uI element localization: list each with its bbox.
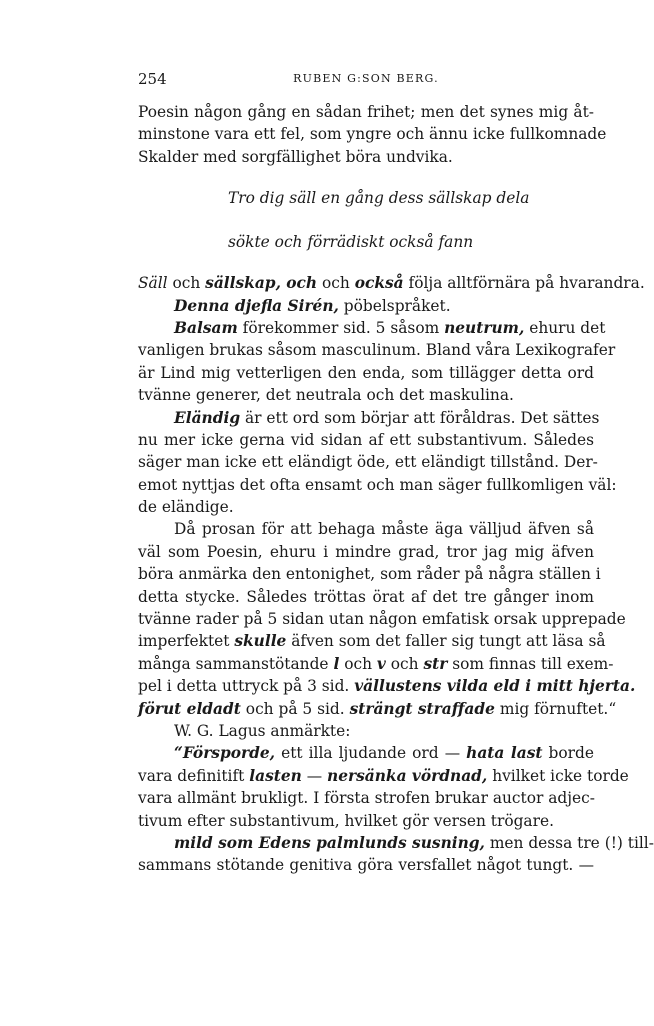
text-line: är Lind mig vetterligen den enda, som tillägger detta ord [138, 363, 594, 382]
text-line: tvänne rader på 5 sidan utan någon emfatisk orsak upprepade [138, 610, 626, 629]
text-run: pöbelspråket. [338, 296, 451, 315]
spacer [138, 168, 594, 176]
text-line: vara allmänt brukligt. I första strofen brukar auctor adjec- [138, 789, 595, 808]
text-line: väl som Poesin, ehuru i mindre grad, tror jag mig äfven [138, 542, 594, 561]
page-number: 254 [138, 70, 167, 88]
text-run: och [167, 274, 206, 293]
verse-line: Tro dig säll en gång dess sällskap dela [228, 189, 530, 208]
text-line [138, 272, 645, 294]
text-run: och på 5 sid. [240, 699, 350, 718]
text-run: pel i detta uttryck på 3 sid. [138, 677, 355, 696]
text-run: är ett ord som börjar att föråldras. Det sättes [240, 408, 600, 427]
text-run: och [385, 654, 424, 673]
text-run: borde [542, 744, 594, 763]
text-line [138, 698, 617, 720]
text-run: imperfektet [138, 632, 235, 651]
term-nersanka: nersänka vördnad, [327, 766, 488, 785]
quote-forut-eldadt: förut eldadt [138, 699, 241, 718]
term-forsporde: “Försporde, [174, 744, 276, 763]
text-run: — [301, 766, 328, 785]
text-run: ehuru det [524, 318, 606, 337]
term-balsam: Balsam [174, 318, 238, 337]
text-line: nu mer icke gerna vid sidan af ett substantivum. Således [138, 430, 594, 449]
text-run: äfven som det faller sig tungt att läsa så [286, 632, 606, 651]
text-line: sammans stötande genitiva göra versfallet något tungt. — [138, 856, 594, 875]
term-str: str [423, 654, 448, 673]
spacer [138, 264, 594, 272]
text-line: tvänne generer, det neutrala och det maskulina. [138, 386, 514, 405]
text-line: detta stycke. Således tröttas örat af det tre gånger inom [138, 587, 594, 606]
text-run: mig förnuftet.“ [494, 699, 617, 718]
text-run: och [317, 274, 355, 293]
term-hata-last: hata last [466, 744, 543, 763]
text-line: böra anmärka den entonighet, som råder på några ställen i [138, 565, 601, 584]
text-line [138, 407, 600, 429]
text-line [138, 742, 594, 764]
text-line [138, 295, 594, 317]
text-run: vara definitift [138, 766, 250, 785]
quote-strangt-straffade: strängt straffade [349, 699, 495, 718]
text-line: de eländige. [138, 498, 234, 517]
text-run: hvilket icke torde [487, 766, 629, 785]
text-line [138, 630, 606, 652]
text-run: men dessa tre (!) till- [484, 833, 654, 852]
quote-mild-som-edens: mild som Edens palmlunds susning, [174, 833, 485, 852]
text-line [138, 832, 654, 854]
term-v: v [376, 654, 386, 673]
text-line [138, 765, 629, 787]
text-line: tivum efter substantivum, hvilket gör versen trögare. [138, 811, 554, 830]
quote-vallustens: vällustens vilda eld i mitt hjerta. [354, 677, 636, 696]
term-sall: Säll [138, 274, 168, 293]
term-ocksa: också [354, 274, 404, 293]
text-run: ett illa ljudande ord — [275, 744, 467, 763]
term-skulle: skulle [234, 632, 287, 651]
text-run: följa alltförnära på hvarandra. [403, 274, 645, 293]
text-line: emot nyttjas det ofta ensamt och man säger fullkomligen väl: [138, 475, 617, 494]
text-line [138, 675, 636, 697]
text-line: W. G. Lagus anmärkte: [174, 721, 351, 740]
term-siren: Denna djefla Sirén, [174, 296, 339, 315]
text-run: många sammanstötande [138, 654, 334, 673]
text-run: och [339, 654, 377, 673]
term-neutrum: neutrum, [444, 318, 525, 337]
text-line: Då prosan för att behaga måste äga välljud äfven så [174, 520, 594, 539]
text-line: minstone vara ett fel, som yngre och ännu icke fullkomnade [138, 125, 607, 144]
text-run: förekommer sid. 5 såsom [237, 318, 445, 337]
running-head: RUBEN G:SON BERG. [293, 72, 439, 85]
term-l: l [333, 654, 340, 673]
body-text [138, 101, 654, 877]
text-line: Poesin någon gång en sådan frihet; men det synes mig åt- [138, 103, 594, 121]
term-sallskap: sällskap, och [205, 274, 318, 293]
text-line: Skalder med sorgfällighet böra undvika. [138, 147, 453, 166]
page-header [138, 70, 594, 90]
text-line [138, 653, 614, 675]
term-lasten: lasten [249, 766, 302, 785]
verse-line: sökte och förrädiskt också fann [228, 233, 474, 252]
text-line: säger man icke ett eländigt öde, ett eländigt tillstånd. Der- [138, 453, 598, 472]
term-elandig: Eländig [174, 408, 241, 427]
text-line: vanligen brukas såsom masculinum. Bland våra Lexikografer [138, 341, 616, 360]
text-run: som finnas till exem- [447, 654, 614, 673]
text-line [138, 317, 606, 339]
